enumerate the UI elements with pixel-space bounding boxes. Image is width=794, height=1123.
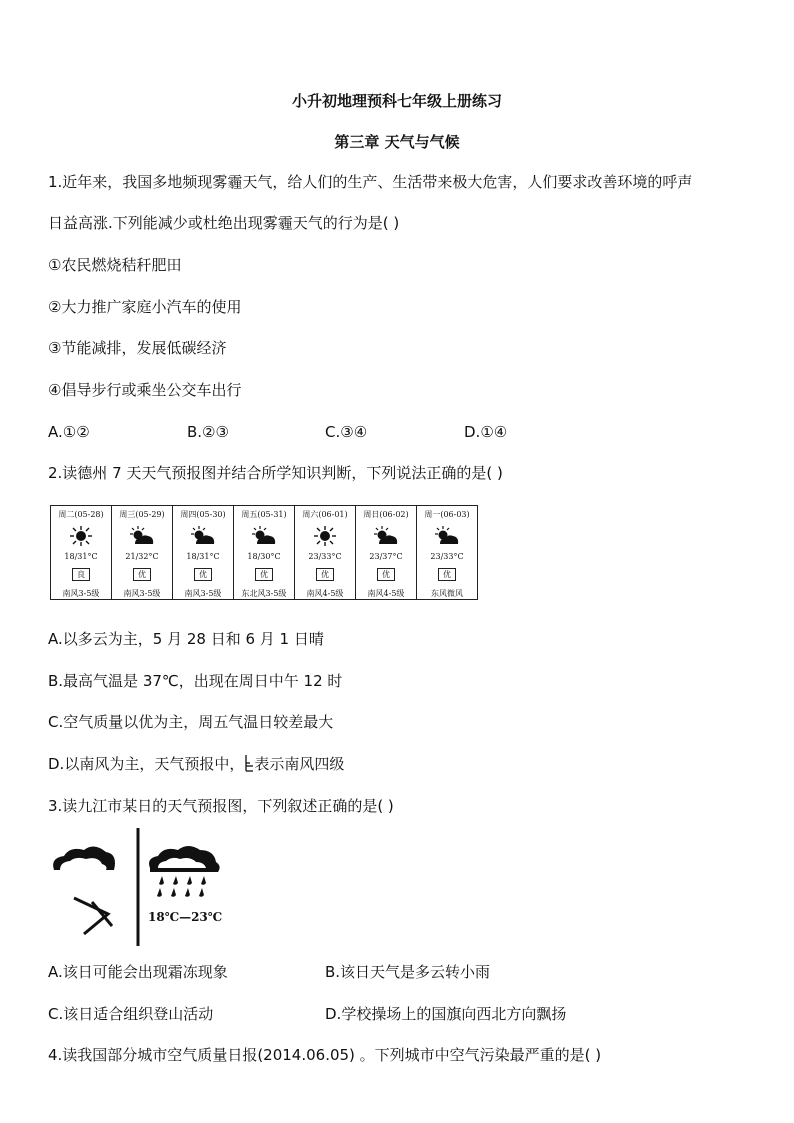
forecast-day [234,506,295,599]
q1-option-c: C.③④ [325,423,368,441]
forecast-temp: 23/33°C [308,552,342,561]
partly-cloudy-icon [190,525,216,547]
partly-cloudy-icon [434,525,460,547]
sun-icon [312,525,338,547]
forecast-wind: 东北风3-5级 [241,589,287,598]
forecast-day-label: 周六(06-01) [302,510,348,519]
wind-direction-icon [74,898,112,934]
forecast-day [356,506,417,599]
q1-option-d: D.①④ [464,423,508,441]
cloudy-icon [53,846,115,870]
q1-stem-line2: 日益高涨.下列能减少或杜绝出现雾霾天气的行为是( ) [48,214,400,232]
q2-option-d-prefix: D.以南风为主，天气预报中， [48,755,245,773]
forecast-temp: 23/33°C [430,552,464,561]
q1-item-2: ②大力推广家庭小汽车的使用 [48,298,242,316]
q3-option-d: D.学校操场上的国旗向西北方向飘扬 [325,1005,567,1023]
air-quality-badge: 良 [72,568,90,581]
q1-stem-line1: 1.近年来，我国多地频现雾霾天气，给人们的生产、生活带来极大危害，人们要求改善环境的呼声 [48,173,693,191]
rain-cloud-icon [149,846,220,897]
forecast-temp: 18/30°C [247,552,281,561]
q2-option-d [48,754,344,774]
q2-stem: 2.读德州 7 天天气预报图并结合所学知识判断，下列说法正确的是( ) [48,464,503,482]
forecast-day [295,506,356,599]
q1-option-b: B.②③ [187,423,229,441]
forecast-wind: 南风3-5级 [184,589,222,598]
forecast-temp: 18/31°C [186,552,220,561]
forecast-day-label: 周三(05-29) [119,510,165,519]
sun-icon [68,525,94,547]
wind-barb-icon [244,754,254,772]
q4-stem: 4.读我国部分城市空气质量日报(2014.06.05) 。下列城市中空气污染最严重的是( ) [48,1046,602,1064]
forecast-wind: 南风4-5级 [306,589,344,598]
weather-forecast-figure [46,826,226,946]
forecast-temp: 23/37°C [369,552,403,561]
forecast-temp: 21/32°C [125,552,159,561]
q3-stem: 3.读九江市某日的天气预报图，下列叙述正确的是( ) [48,797,394,815]
q1-option-a: A.①② [48,423,90,441]
q1-item-4: ④倡导步行或乘坐公交车出行 [48,381,242,399]
q2-option-d-suffix: 表示南风四级 [254,755,345,773]
forecast-day-label: 周日(06-02) [363,510,409,519]
q1-item-1: ①农民燃烧秸秆肥田 [48,256,182,274]
air-quality-badge: 优 [377,568,395,581]
q3-option-c: C.该日适合组织登山活动 [48,1005,214,1023]
air-quality-badge: 优 [194,568,212,581]
forecast-day [173,506,234,599]
q3-option-a: A.该日可能会出现霜冻现象 [48,963,228,981]
q2-option-a: A.以多云为主，5 月 28 日和 6 月 1 日晴 [48,630,324,648]
forecast-day-label: 周二(05-28) [58,510,104,519]
page-title: 小升初地理预科七年级上册练习 [291,92,502,110]
forecast-wind: 南风3-5级 [123,589,161,598]
air-quality-badge: 优 [133,568,151,581]
q3-option-b: B.该日天气是多云转小雨 [325,963,491,981]
partly-cloudy-icon [129,525,155,547]
forecast-day-label: 周五(05-31) [241,510,287,519]
partly-cloudy-icon [251,525,277,547]
air-quality-badge: 优 [316,568,334,581]
forecast-day-label: 周四(05-30) [180,510,226,519]
q3-figure-temp: 18℃—23℃ [148,910,223,924]
q2-option-b: B.最高气温是 37℃，出现在周日中午 12 时 [48,672,343,690]
forecast-day [112,506,173,599]
forecast-wind: 南风4-5级 [367,589,405,598]
forecast-day [51,506,112,599]
weather-forecast-table [50,505,478,600]
air-quality-badge: 优 [438,568,456,581]
q1-item-3: ③节能减排，发展低碳经济 [48,339,227,357]
forecast-wind: 东风微风 [431,589,463,598]
forecast-temp: 18/31°C [64,552,98,561]
forecast-day [417,506,477,599]
air-quality-badge: 优 [255,568,273,581]
chapter-title: 第三章 天气与气候 [334,133,460,151]
forecast-day-label: 周一(06-03) [424,510,470,519]
q2-option-c: C.空气质量以优为主，周五气温日较差最大 [48,713,334,731]
partly-cloudy-icon [373,525,399,547]
forecast-wind: 南风3-5级 [62,589,100,598]
